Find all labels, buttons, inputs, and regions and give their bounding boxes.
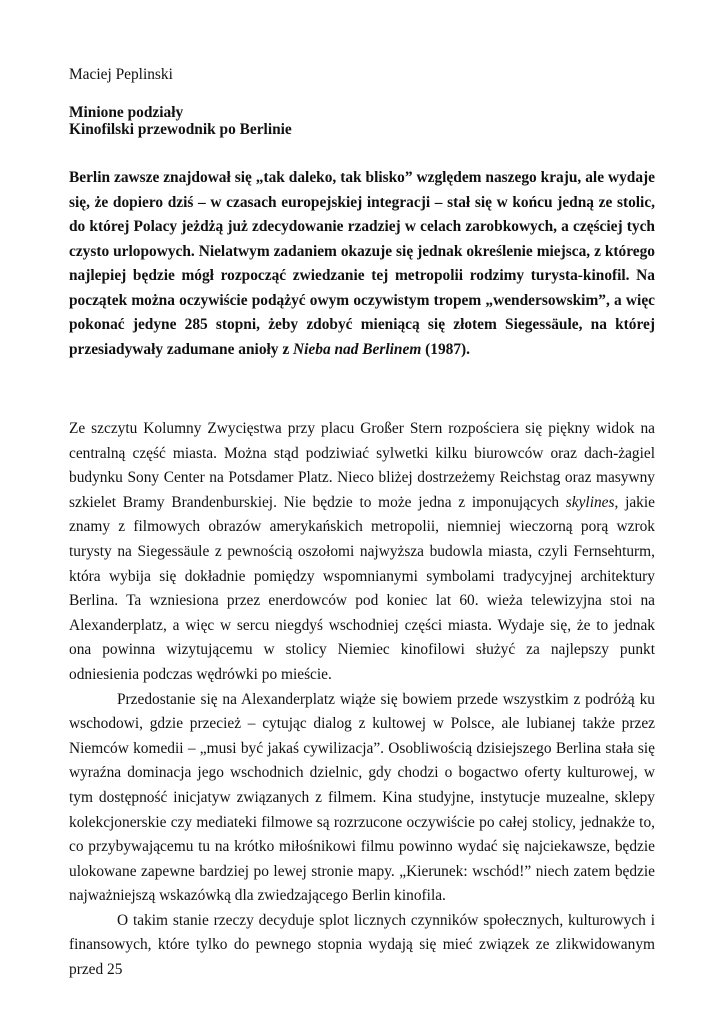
article-body	[69, 417, 655, 983]
paragraph-1-text: Ze szczytu Kolumny Zwycięstwa przy placu Großer Stern rozpościera się piękny widok na centralną część miasta. Można stąd podziwiać sylwetki kilku biurowców oraz dach-żagiel budynku Sony Center na Potsdamer Platz. Nieco bliżej dostrzeżemy Reichstag oraz masywny szkielet Bramy Brandenburskiej. Nie będzie to może jedna z imponujących	[69, 420, 655, 511]
paragraph-1-italic: skylines	[565, 493, 615, 511]
article-title: Minione podziały	[69, 104, 184, 121]
article-subtitle: Kinofilski przewodnik po Berlinie	[69, 121, 292, 138]
lead-text-end: (1987).	[421, 340, 471, 358]
body-paragraph-3: O takim stanie rzeczy decyduje splot licznych czynników społecznych, kulturowych i finansowych, które tylko do pewnego stopnia wydają się mieć związek ze zlikwidowanym przed 25	[69, 911, 655, 979]
lead-text: Berlin zawsze znajdował się „tak daleko, tak blisko” względem naszego kraju, ale wydaje się, że dopiero dziś – w czasach europejskiej integracji – stał się w końcu jedną ze stolic, do której Polacy jeżdżą już zdecydowanie rzadziej w celach zarobkowych, a częściej tych czysto urlopowych. Nielatwym zadaniem okazuje się jednak określenie miejsca, z którego najlepiej będzie mógł rozpocząć zwiedzanie tej metropolii rodzimy turysta-kinofil. Na początek można oczywiście podążyć owym oczywistym tropem „wendersowskim”, a więc pokonać jedyne 285 stopni, żeby zdobyć mieniącą się złotem Siegessäule, na której przesiadywały zadumane anioły z	[69, 169, 655, 358]
body-paragraph-1	[69, 417, 655, 688]
author-name: Maciej Peplinski	[69, 66, 173, 83]
lead-paragraph	[69, 166, 655, 362]
body-paragraph-2: Przedostanie się na Alexanderplatz wiąże się bowiem przede wszystkim z podróżą ku wschodowi, gdzie przecież – cytując dialog z kultowej w Polsce, ale lubianej także przez Niemców komedii – „musi być jakaś cywilizacja”. Osobliwością dzisiejszego Berlina stała się wyraźna dominacja jego wschodnich dzielnic, gdy chodzi o bogactwo oferty kulturowej, w tym dostępność inicjatyw związanych z filmem. Kina studyjne, instytucje muzealne, sklepy kolekcjonerskie czy mediateki filmowe są rozrzucone oczywiście po całej stolicy, jednakże to, co przybywającemu tu na krótko miłośnikowi filmu powinno wydać się najciekawsze, będzie ulokowane zapewne bardziej po lewej stronie mapy. „Kierunek: wschód!” niech zatem będzie najważniejszą wskazówką dla zwiedzającego Berlin kinofila.	[69, 690, 655, 905]
lead-film-title: Nieba nad Berlinem	[293, 340, 422, 358]
paragraph-1-text-end: , jakie znamy z filmowych obrazów amerykańskich metropolii, niemniej wieczorną porą wzrok turysty na Siegessäule z pewnością oszołomi najwyższa budowla miasta, czyli Fernsehturm, która wybija się dokładnie pomiędzy wspomnianymi symbolami tradycyjnej architektury Berlina. Ta wzniesiona przez enerdowców pod koniec lat 60. wieża telewizyjna stoi na Alexanderplatz, a więc w sercu niegdyś wschodniej części miasta. Wydaje się, że to jednak ona powinna wizytującemu w stolicy Niemiec kinofilowi służyć za najlepszy punkt odniesienia podczas wędrówki po mieście.	[69, 493, 655, 683]
title-block	[69, 104, 292, 138]
